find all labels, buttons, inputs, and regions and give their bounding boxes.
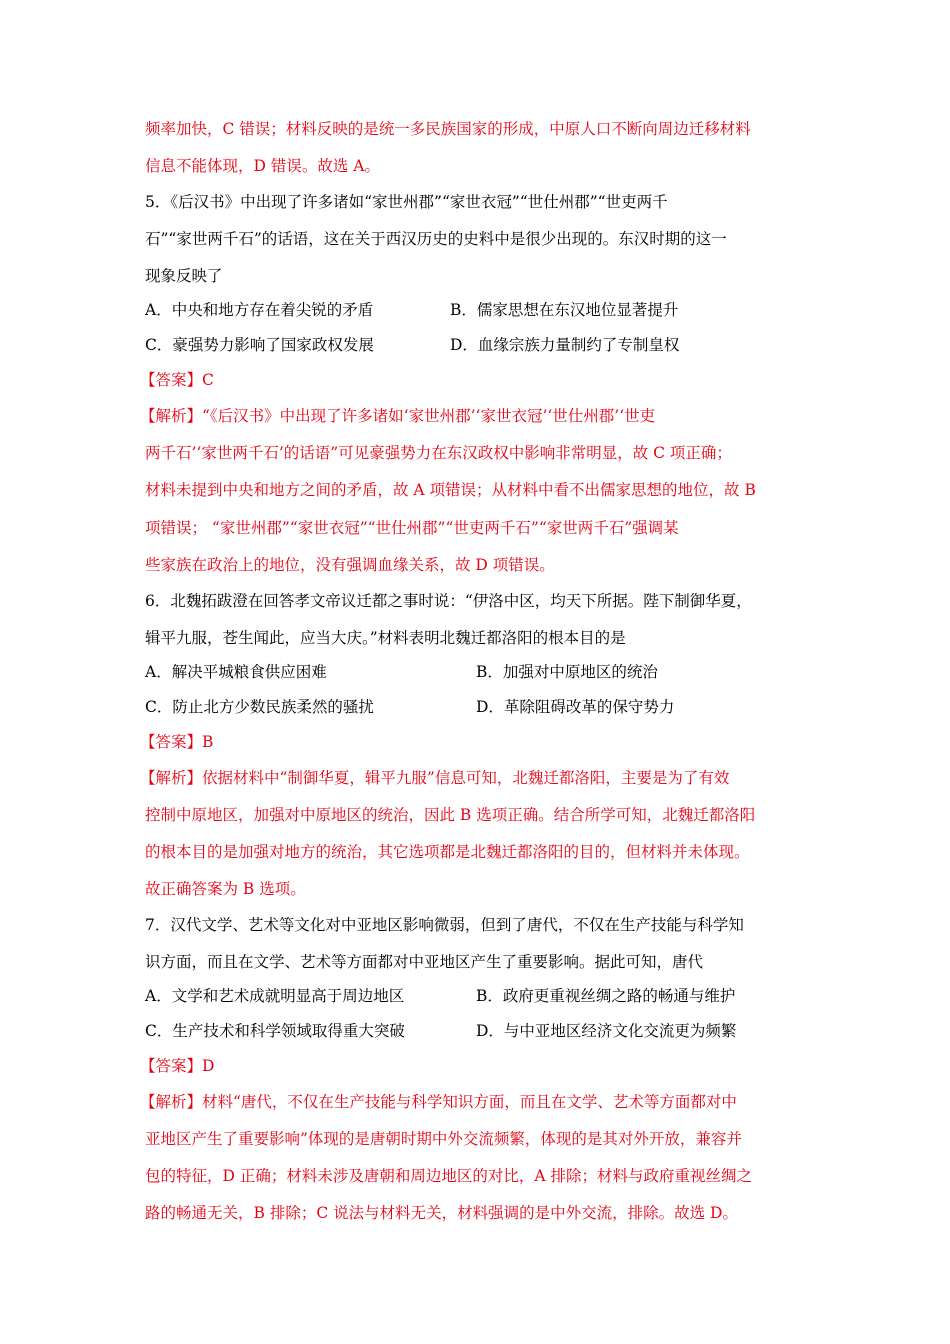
question-5-explanation: 两千石’‘家世两千石’的话语”可见豪强势力在东汉政权中影响非常明显，故 C 项正确； — [145, 444, 732, 462]
question-6-option-d: D．革除阻碍改革的保守势力 — [476, 698, 675, 716]
question-7-option-d: D．与中亚地区经济文化交流更为频繁 — [476, 1022, 737, 1040]
question-7-option-b: B．政府更重视丝绸之路的畅通与维护 — [476, 987, 736, 1005]
question-7-explanation: 包的特征，D 正确；材料未涉及唐朝和周边地区的对比，A 排除；材料与政府重视丝绸之 — [145, 1167, 752, 1185]
question-6-option-c: C．防止北方少数民族柔然的骚扰 — [145, 698, 374, 716]
question-7-explanation: 路的畅通无关，B 排除；C 说法与材料无关，材料强调的是中外交流，排除。故选 D。 — [145, 1204, 738, 1222]
question-6-explanation: 的根本目的是加强对地方的统治，其它选项都是北魏迁都洛阳的目的，但材料并未体现。 — [145, 843, 750, 861]
question-5-answer: 【答案】C — [140, 371, 214, 389]
question-5-stem: 石”“家世两千石”的话语，这在关于西汉历史的史料中是很少出现的。东汉时期的这一 — [145, 230, 727, 248]
question-6-option-a: A．解决平城粮食供应困难 — [145, 663, 327, 681]
question-6-option-b: B．加强对中原地区的统治 — [476, 663, 658, 681]
question-5-option-a: A．中央和地方存在着尖锐的矛盾 — [145, 301, 374, 319]
question-5-option-b: B．儒家思想在东汉地位显著提升 — [450, 301, 679, 319]
question-6-stem: 6．北魏拓跋澄在回答孝文帝议迁都之事时说：“伊洛中区，均天下所据。陛下制御华夏， — [145, 592, 752, 610]
prev-explanation-line: 频率加快，C 错误；材料反映的是统一多民族国家的形成，中原人口不断向周边迁移材料 — [145, 120, 751, 138]
question-5-stem: 5．《后汉书》中出现了许多诸如“家世州郡”“家世衣冠”“世仕州郡”“世吏两千 — [145, 193, 668, 211]
question-6-explanation: 控制中原地区，加强对中原地区的统治，因此 B 选项正确。结合所学可知，北魏迁都洛阳 — [145, 806, 756, 824]
question-7-explanation: 【解析】材料“唐代，不仅在生产技能与科学知识方面，而且在文学、艺术等方面都对中 — [140, 1093, 737, 1111]
prev-explanation-line: 信息不能体现，D 错误。故选 A。 — [145, 157, 380, 175]
question-7-option-a: A．文学和艺术成就明显高于周边地区 — [145, 987, 405, 1005]
question-5-explanation: 【解析】“《后汉书》中出现了许多诸如‘家世州郡’‘家世衣冠’‘世仕州郡’‘世吏 — [140, 407, 656, 425]
question-5-option-d: D．血缘宗族力量制约了专制皇权 — [450, 336, 680, 354]
question-7-stem: 7．汉代文学、艺术等文化对中亚地区影响微弱，但到了唐代，不仅在生产技能与科学知 — [145, 916, 744, 934]
question-7-option-c: C．生产技术和科学领域取得重大突破 — [145, 1022, 405, 1040]
question-6-explanation: 【解析】依据材料中“制御华夏，辑平九服”信息可知，北魏迁都洛阳，主要是为了有效 — [140, 769, 730, 787]
question-6-explanation: 故正确答案为 B 选项。 — [145, 880, 306, 898]
question-7-answer: 【答案】D — [140, 1057, 215, 1075]
question-5-explanation: 材料未提到中央和地方之间的矛盾，故 A 项错误；从材料中看不出儒家思想的地位，故 B — [145, 481, 756, 499]
question-5-explanation: 些家族在政治上的地位，没有强调血缘关系，故 D 项错误。 — [145, 556, 555, 574]
question-5-option-c: C．豪强势力影响了国家政权发展 — [145, 336, 374, 354]
question-6-answer: 【答案】B — [140, 733, 214, 751]
question-6-stem: 辑平九服，苍生闻此，应当大庆。”材料表明北魏迁都洛阳的根本目的是 — [145, 629, 626, 647]
question-5-explanation: 项错误； “家世州郡”“家世衣冠”“世仕州郡”“世吏两千石”“家世两千石”强调某 — [145, 519, 679, 537]
question-5-stem: 现象反映了 — [145, 267, 223, 285]
question-7-explanation: 亚地区产生了重要影响”体现的是唐朝时期中外交流频繁，体现的是其对外开放，兼容并 — [145, 1130, 742, 1148]
question-7-stem: 识方面，而且在文学、艺术等方面都对中亚地区产生了重要影响。据此可知，唐代 — [145, 953, 704, 971]
